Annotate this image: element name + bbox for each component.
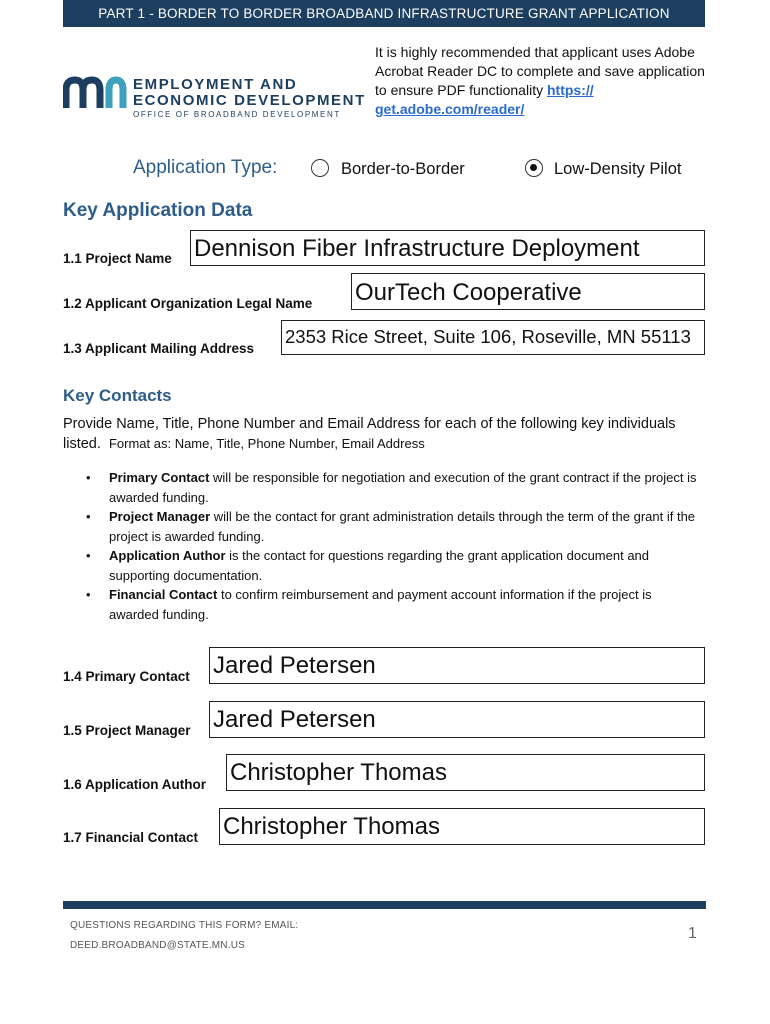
bullet-term: Financial Contact — [109, 587, 218, 602]
mn-logo-icon — [63, 76, 127, 110]
contact-role-list — [80, 468, 705, 624]
org-legal-name-field[interactable]: OurTech Cooperative — [351, 273, 705, 310]
project-manager-label: 1.5 Project Manager — [63, 723, 191, 738]
key-application-data-heading: Key Application Data — [63, 200, 253, 221]
note-text: It is highly recommended that applicant uses Adobe Acrobat Reader DC to complete and save application to ensure PDF functionality — [375, 44, 705, 98]
financial-contact-label: 1.7 Financial Contact — [63, 830, 199, 845]
logo-text-line2: ECONOMIC DEVELOPMENT — [133, 92, 366, 109]
footer-question: QUESTIONS REGARDING THIS FORM? EMAIL: — [70, 920, 299, 931]
bullet-term: Project Manager — [109, 509, 211, 524]
org-legal-name-label: 1.2 Applicant Organization Legal Name — [63, 296, 313, 311]
footer-email: DEED.BROADBAND@STATE.MN.US — [70, 940, 245, 951]
footer-divider — [63, 901, 706, 909]
key-contacts-heading: Key Contacts — [63, 386, 172, 405]
bullet-text: will be the contact for grant administration details through the term of the grant if the project is awarded funding. — [109, 509, 696, 544]
page-number: 1 — [688, 925, 697, 942]
deed-logo — [63, 72, 366, 122]
application-author-label: 1.6 Application Author — [63, 777, 207, 792]
bullet-term: Application Author — [109, 548, 226, 563]
application-author-field[interactable]: Christopher Thomas — [226, 754, 705, 791]
primary-contact-label: 1.4 Primary Contact — [63, 669, 190, 684]
header-banner: PART 1 - BORDER TO BORDER BROADBAND INFRASTRUCTURE GRANT APPLICATION — [63, 0, 705, 27]
project-name-label: 1.1 Project Name — [63, 251, 172, 266]
project-name-field[interactable]: Dennison Fiber Infrastructure Deployment — [190, 230, 705, 266]
logo-text-line3: OFFICE OF BROADBAND DEVELOPMENT — [133, 110, 341, 119]
primary-contact-field[interactable]: Jared Petersen — [209, 647, 705, 684]
radio-border-to-border[interactable] — [311, 159, 329, 177]
bullet-term: Primary Contact — [109, 470, 210, 485]
intro-format: Format as: Name, Title, Phone Number, Email Address — [108, 436, 425, 451]
bullet-text: to confirm reimbursement and payment account information if the project is awarded funding. — [109, 587, 652, 622]
acrobat-recommendation — [375, 43, 715, 119]
project-manager-field[interactable]: Jared Petersen — [209, 701, 705, 738]
radio-label-low-density-pilot: Low-Density Pilot — [554, 160, 682, 178]
application-type-label: Application Type: — [133, 157, 278, 178]
list-item: • Project Manager will be the contact for grant administration details through the term of the grant if the project is awarded funding. — [86, 509, 696, 544]
radio-label-border-to-border: Border-to-Border — [341, 160, 465, 178]
list-item: • Application Author is the contact for questions regarding the grant application document and supporting documentation. — [86, 548, 650, 583]
logo-text-line1: EMPLOYMENT AND — [133, 76, 298, 93]
list-item: • Financial Contact to confirm reimbursement and payment account information if the project is awarded funding. — [86, 587, 652, 622]
intro-text: Provide Name, Title, Phone Number and Email Address for each of the following key individuals listed. — [63, 416, 676, 452]
bullet-text: is the contact for questions regarding the grant application document and supporting documentation. — [109, 548, 650, 583]
key-contacts-intro — [63, 414, 713, 454]
bullet-text: will be responsible for negotiation and execution of the grant contract if the project is awarded funding. — [109, 470, 697, 505]
financial-contact-field[interactable]: Christopher Thomas — [219, 808, 705, 845]
adobe-reader-link[interactable]: https:// get.adobe.com/reader/ — [375, 82, 594, 117]
radio-low-density-pilot[interactable] — [525, 159, 543, 177]
mailing-address-field[interactable]: 2353 Rice Street, Suite 106, Roseville, MN 55113 — [281, 320, 705, 355]
list-item: • Primary Contact will be responsible for negotiation and execution of the grant contract if the project is awarded funding. — [86, 470, 697, 505]
mailing-address-label: 1.3 Applicant Mailing Address — [63, 341, 255, 356]
